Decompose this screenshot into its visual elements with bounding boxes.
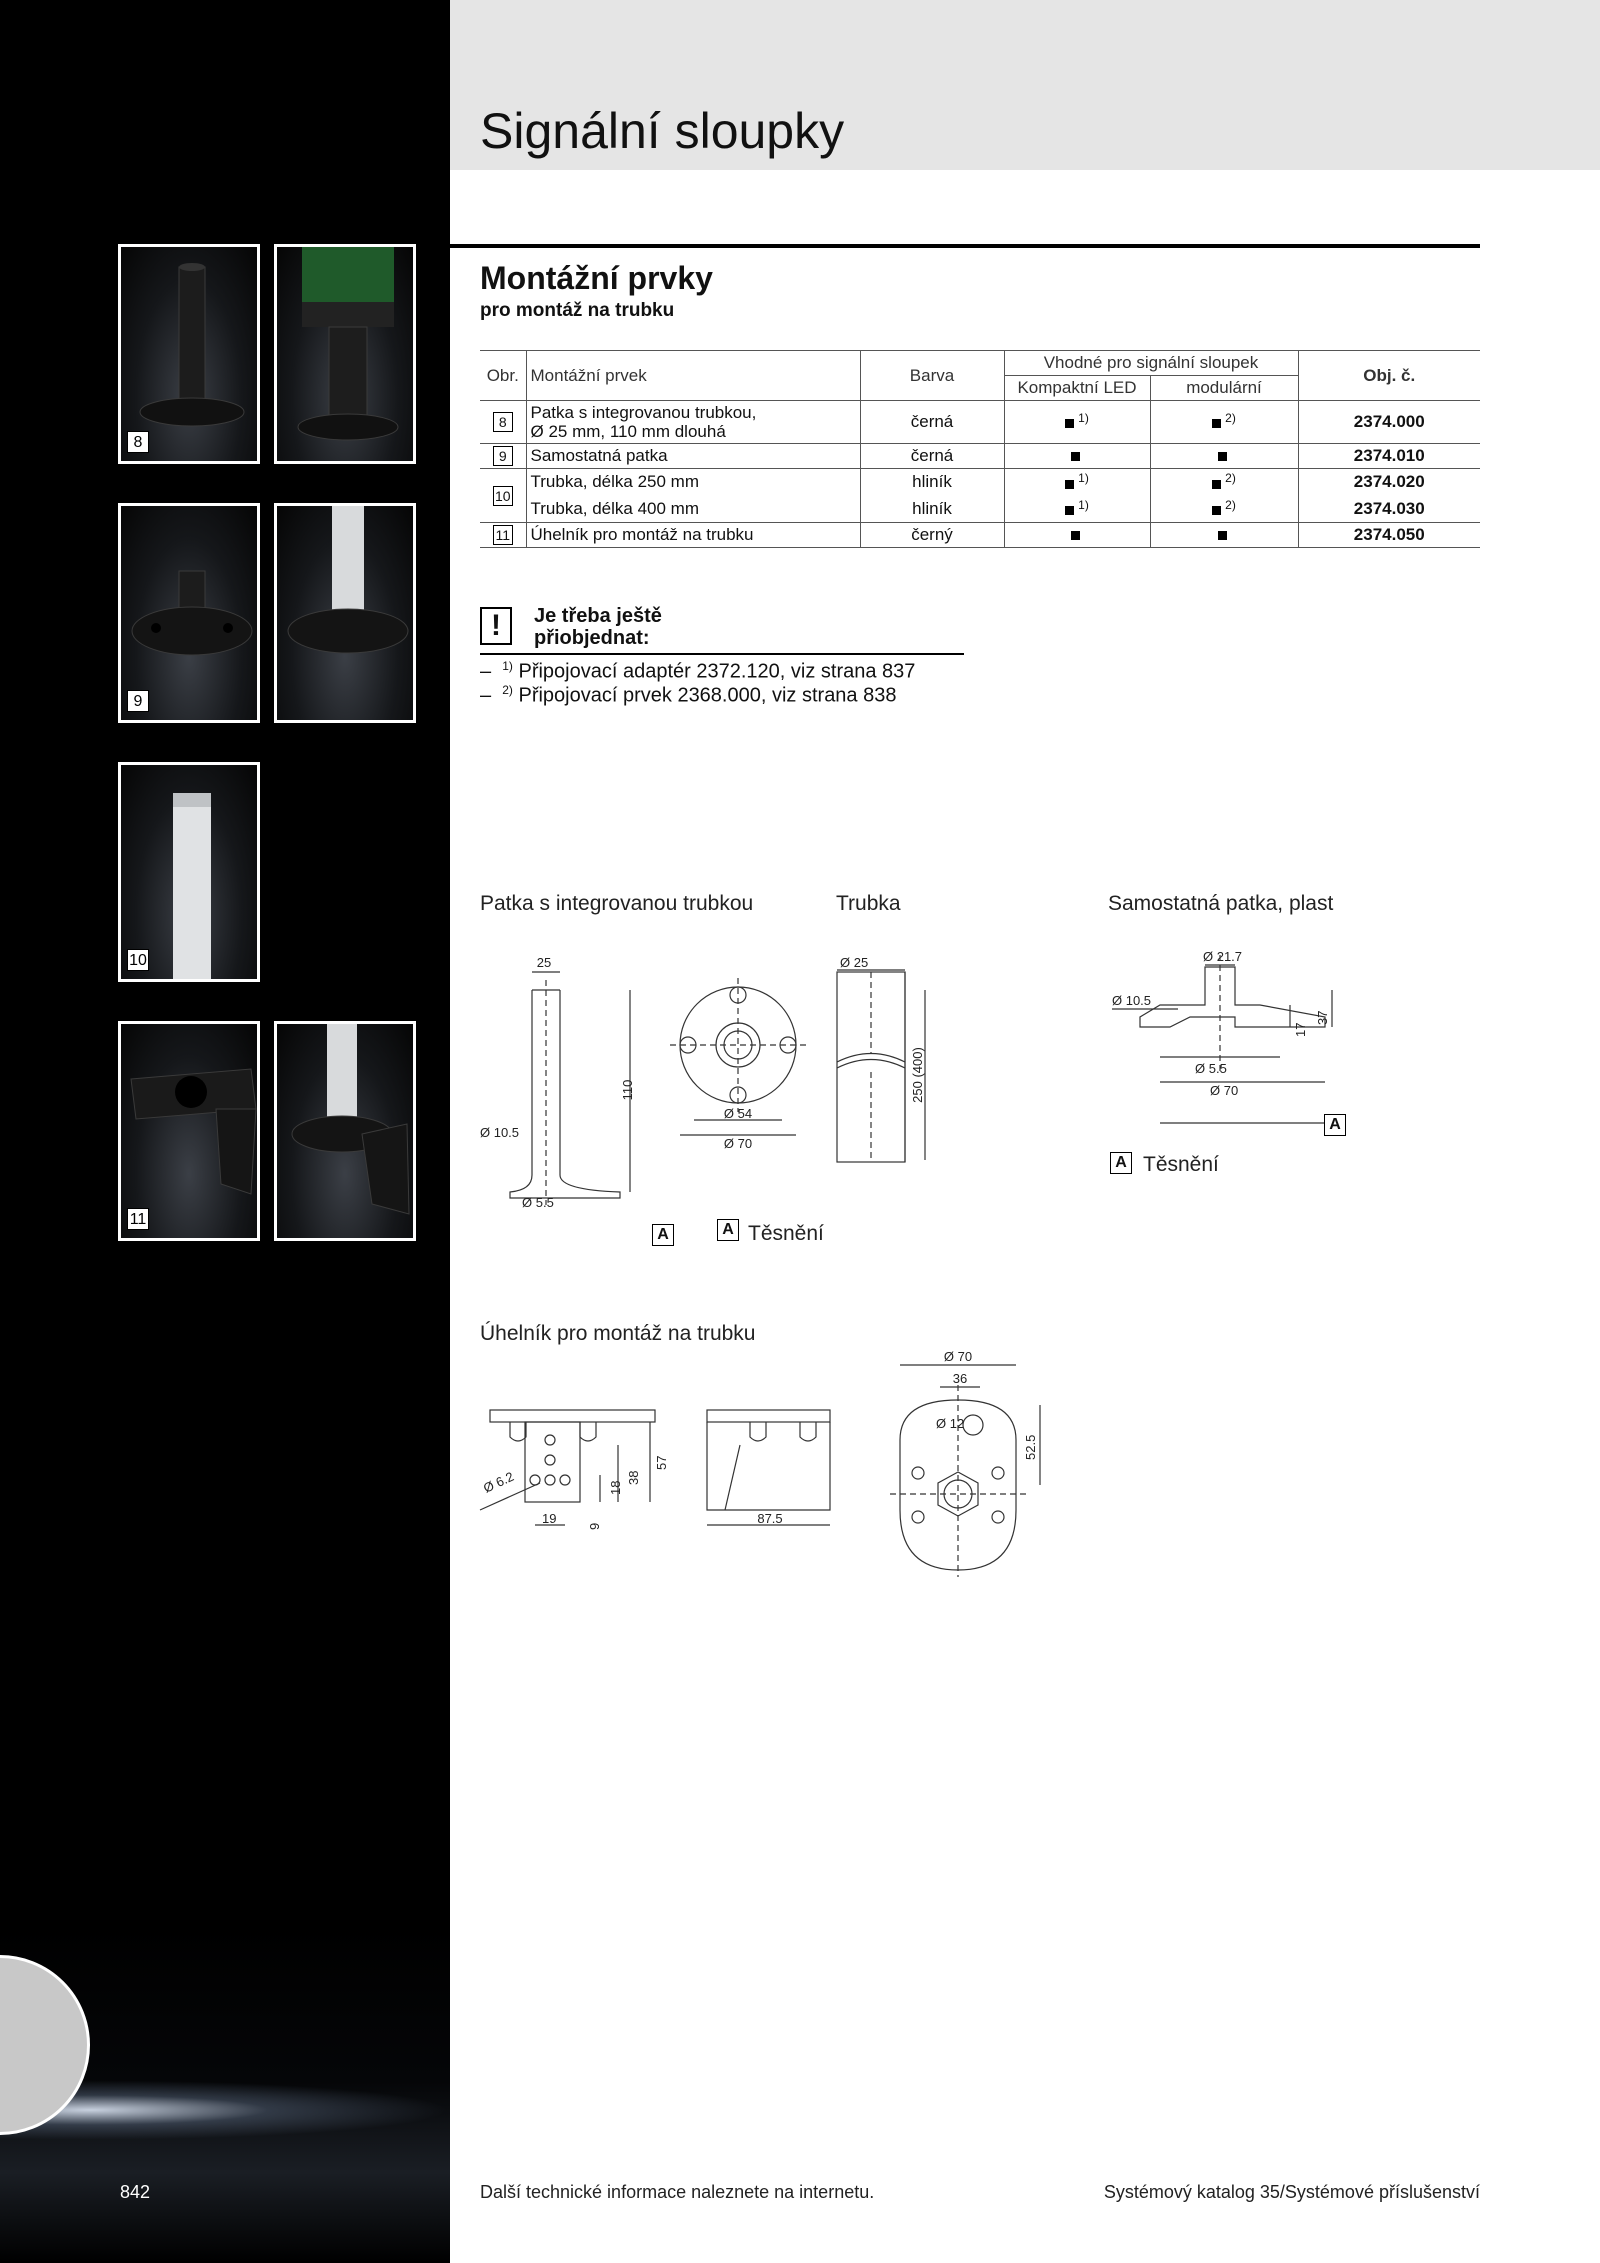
dim-label: 18 [608,1480,623,1495]
table-row [480,523,1480,548]
suitable-mark [1212,480,1221,489]
dim-label: Ø 70 [943,1349,973,1364]
drawing-caption-bracket: Úhelník pro montáž na trubku [480,1322,756,1345]
dim-label: 250 (400) [910,1047,925,1103]
dim-label: 38 [626,1470,641,1485]
signal-column-on-foot-icon [277,247,416,464]
table-row [480,496,1480,523]
dim-label: Ø 5.5 [522,1195,554,1210]
section-subtitle: pro montáž na trubku [480,300,675,321]
suitable-mark [1071,452,1080,461]
legend-box-a: A [1324,1114,1346,1136]
col-header-obj: Obj. č. [1298,351,1480,401]
part-name: Úhelník pro montáž na trubku [526,523,860,548]
exclamation-icon: ! [480,607,512,645]
section-rule [450,244,1480,248]
section-title: Montážní prvky [480,260,713,296]
parts-table [480,350,1480,548]
legend-box-a: A [1110,1152,1132,1174]
col-header-kompaktni: Kompaktní LED [1004,376,1150,401]
part-name: Samostatná patka [526,444,860,469]
dim-label: Ø 70 [1210,1083,1239,1098]
legend-seal-text: Těsnění [748,1222,824,1245]
suitable-mark [1218,452,1227,461]
product-photo-11 [118,1021,260,1241]
product-photo-8 [118,244,260,464]
dim-label: 9 [587,1522,602,1530]
dim-label: Ø 21.7 [1203,949,1243,964]
foot-with-aluminium-tube-icon [277,506,416,723]
order-note-rule [480,653,964,655]
figure-ref-box: 10 [493,486,513,506]
part-name: Patka s integrovanou trubkou, [530,403,757,422]
dim-label: Ø 25 [840,955,869,970]
figure-ref-box: 11 [493,525,513,545]
part-name: Trubka, délka 250 mm [526,469,860,496]
bracket-with-tube-icon [277,1024,416,1241]
table-row [480,444,1480,469]
col-header-vhodne: Vhodné pro signální sloupek [1004,351,1298,376]
dim-label: 36 [952,1371,968,1386]
product-photo-8b [274,244,416,464]
drawing-separate-foot [1100,945,1350,1130]
col-header-barva: Barva [860,351,1004,401]
dim-label: Ø 54 [723,1106,753,1121]
dim-label: Ø 10.5 [1112,993,1152,1008]
legend-seal-text: Těsnění [1143,1153,1219,1176]
photo-number-badge: 10 [127,949,149,971]
suitable-mark [1212,419,1221,428]
col-header-obr: Obr. [480,351,526,401]
suitable-mark [1212,506,1221,515]
dim-label: 25 [536,955,552,970]
part-color: hliník [860,496,1004,523]
photo-number-badge: 9 [127,690,149,712]
dim-label: Ø 70 [723,1136,753,1151]
figure-ref-box: 9 [493,446,513,466]
drawing-bracket [470,1345,1070,1580]
order-note-title: Je třeba ještě přiobjednat: [534,605,662,649]
page-number: 842 [120,2182,151,2202]
footer-left-text: Další technické informace naleznete na internetu. [480,2182,875,2202]
dim-label: Ø 5.5 [1195,1061,1227,1076]
product-photo-9 [118,503,260,723]
product-photo-10 [118,762,260,982]
dim-label: Ø 6.2 [480,1468,517,1496]
drawing-tube [830,950,940,1175]
part-color: černý [860,523,1004,548]
order-number: 2374.000 [1298,401,1480,444]
suitable-mark [1065,480,1074,489]
suitable-mark [1218,531,1227,540]
suitable-mark [1065,419,1074,428]
order-number: 2374.050 [1298,523,1480,548]
footnote-mark: 2) [1225,410,1236,425]
order-number: 2374.030 [1298,496,1480,523]
legend-box-a: A [717,1219,739,1241]
dim-label: Ø 12 [936,1416,965,1431]
part-color: černá [860,444,1004,469]
drawing-foot-with-tube [470,950,810,1220]
drawing-caption-tube: Trubka [836,892,901,915]
photo-number-badge: 8 [127,431,149,453]
footer-right-text: Systémový katalog 35/Systémové příslušenství [1103,2182,1480,2202]
dim-label: 87.5 [757,1511,783,1526]
legend-box-a: A [652,1224,674,1246]
footnote-mark: 1) [1078,410,1089,425]
dim-label: 19 [542,1511,557,1526]
dim-label: 57 [654,1455,669,1470]
order-number: 2374.020 [1298,469,1480,496]
footnote-mark: 2) [1225,471,1236,485]
table-row [480,469,1480,496]
col-header-prvek: Montážní prvek [526,351,860,401]
footnote-2: – $^{2)}$ Připojovací prvek 2368.000, viz strana 838 [480,683,897,707]
suitable-mark [1065,506,1074,515]
page-title: Signální sloupky [480,103,845,159]
suitable-mark [1071,531,1080,540]
part-color: černá [860,401,1004,444]
footnote-mark: 1) [1078,497,1089,512]
part-color: hliník [860,469,1004,496]
drawing-caption-separate-foot: Samostatná patka, plast [1108,892,1334,915]
dim-label: Ø 10.5 [480,1125,520,1140]
product-photo-9b [274,503,416,723]
part-name-detail: Ø 25 mm, 110 mm dlouhá [530,422,726,441]
figure-ref-box: 8 [493,412,513,432]
dim-label: 110 [620,1079,635,1101]
col-header-modularni: modulární [1150,376,1298,401]
footnote-mark: 2) [1225,497,1236,512]
photo-number-badge: 11 [127,1208,149,1230]
drawing-caption-foot-with-tube: Patka s integrovanou trubkou [480,892,754,915]
table-row [480,401,1480,444]
order-number: 2374.010 [1298,444,1480,469]
footnote-1: – $^{1)}$ Připojovací adaptér 2372.120, viz strana 837 [480,659,916,683]
footnote-mark: 1) [1078,471,1089,485]
dim-label: 17 [1293,1022,1308,1037]
dim-label: 37 [1315,1010,1330,1025]
part-name: Trubka, délka 400 mm [526,496,860,523]
dim-label: 52.5 [1023,1434,1038,1460]
product-photo-11b [274,1021,416,1241]
